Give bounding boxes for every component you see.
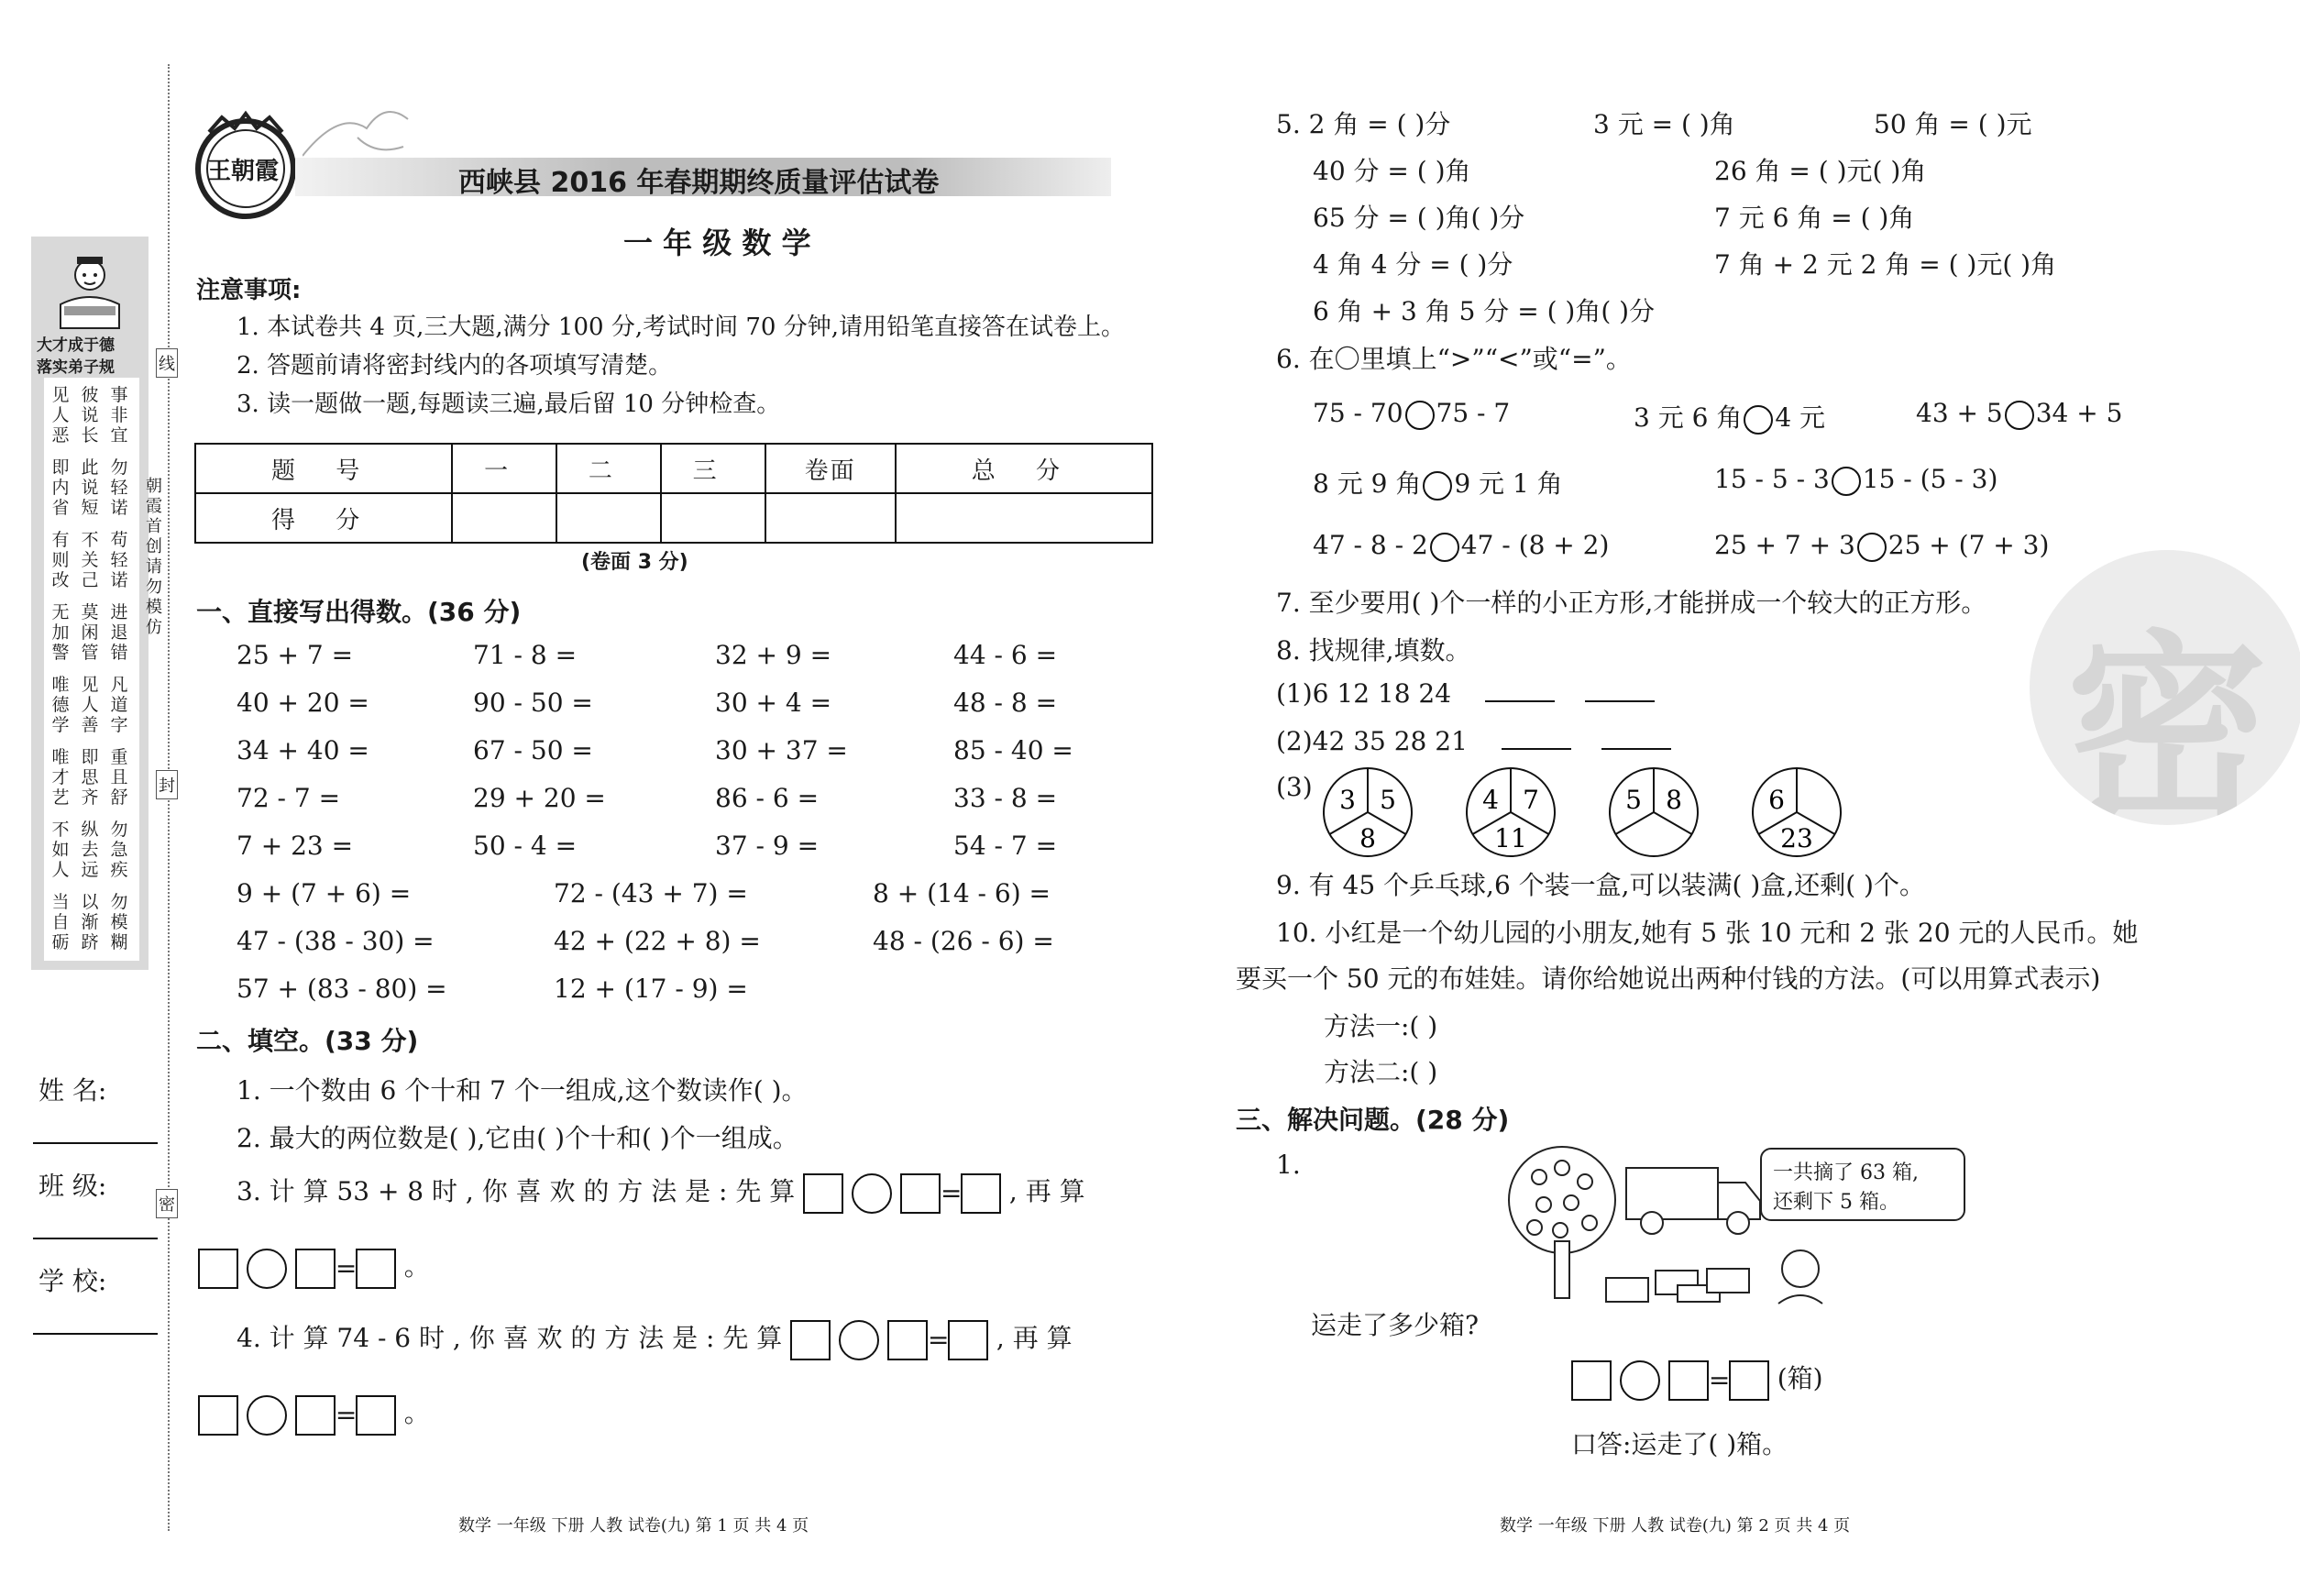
- score-table: [194, 443, 1153, 544]
- equals-sign: =: [1708, 1365, 1731, 1395]
- poem-column: 无加警: [51, 602, 70, 663]
- arithmetic-problem: 48 - 8 =: [953, 688, 1058, 718]
- poem-column: 莫闲管: [81, 602, 99, 663]
- q2-8-1-seq: (1)6 12 18 24: [1276, 678, 1452, 709]
- blank-line[interactable]: [1601, 748, 1671, 750]
- compare-circle[interactable]: [1744, 405, 1773, 435]
- section3-heading: 三、解决问题。(28 分): [1236, 1105, 1510, 1135]
- poem-column: 此说短: [81, 457, 99, 518]
- score-cell[interactable]: [556, 493, 661, 543]
- comparison-item: [1714, 464, 1997, 496]
- brand-logo: [191, 110, 301, 220]
- then-text: , 再 算: [996, 1323, 1073, 1353]
- comparison-left: 15 - 5 - 3: [1714, 464, 1830, 494]
- conversion-item: 65 分 = ( )角( )分: [1313, 203, 1525, 233]
- q2-10-method2: 方法二:( ): [1324, 1057, 1438, 1087]
- answer-box[interactable]: [1571, 1360, 1612, 1401]
- comparison-item: [1916, 398, 2122, 430]
- bubble-line-2: 还剩下 5 箱。: [1773, 1191, 1899, 1214]
- conversion-item: 7 元 6 角 = ( )角: [1714, 203, 1915, 233]
- q2-7: 7. 至少要用( )个一样的小正方形,才能拼成一个较大的正方形。: [1276, 588, 1987, 618]
- q2-3-second: [198, 1247, 430, 1289]
- score-cell[interactable]: [765, 493, 896, 543]
- score-header-cell: 总 分: [896, 444, 1152, 493]
- operator-circle[interactable]: [852, 1173, 892, 1214]
- blank-line[interactable]: [1502, 748, 1571, 750]
- scholar-illustration: [51, 249, 128, 332]
- q2-3-lead: 3. 计 算 53 + 8 时 , 你 喜 欢 的 方 法 是 : 先 算: [237, 1176, 796, 1206]
- q3-1-question: 运走了多少箱?: [1311, 1310, 1480, 1340]
- class-label: 班 级:: [39, 1171, 107, 1201]
- poem-column: 不关己: [81, 530, 99, 590]
- comparison-left: 75 - 70: [1313, 398, 1403, 428]
- school-field[interactable]: [33, 1333, 158, 1335]
- conversion-item: 7 角 + 2 元 2 角 = ( )元( )角: [1714, 249, 2057, 280]
- operator-circle[interactable]: [1620, 1360, 1660, 1401]
- q3-1-answer: 口答:运走了( )箱。: [1571, 1429, 1788, 1459]
- comparison-item: [1634, 398, 1825, 435]
- note-2: 2. 答题前请将密封线内的各项填写清楚。: [237, 352, 673, 380]
- answer-box[interactable]: [961, 1173, 1001, 1214]
- comparison-right: 9 元 1 角: [1454, 468, 1563, 499]
- compare-circle[interactable]: [1430, 533, 1459, 562]
- section2-heading: 二、填空。(33 分): [196, 1026, 419, 1056]
- q2-8-2: [1276, 726, 1671, 756]
- poem-column: 事非宜: [110, 385, 128, 446]
- arithmetic-problem: 47 - (38 - 30) =: [237, 926, 435, 956]
- poem-column: 唯德学: [51, 675, 70, 735]
- compare-circle[interactable]: [1832, 467, 1861, 496]
- name-label: 姓 名:: [39, 1075, 107, 1106]
- arithmetic-problem: 90 - 50 =: [473, 688, 593, 718]
- pie-number: 4: [1482, 785, 1499, 815]
- arithmetic-problem: 9 + (7 + 6) =: [237, 878, 412, 908]
- compare-circle[interactable]: [2005, 401, 2034, 430]
- arithmetic-problem: 42 + (22 + 8) =: [554, 926, 761, 956]
- arithmetic-problem: 30 + 4 =: [715, 688, 832, 718]
- poem-column: 勿轻诺: [110, 457, 128, 518]
- pie-number: 11: [1494, 823, 1527, 853]
- pie-number: 5: [1380, 785, 1396, 815]
- seal-char-xian: 线: [156, 348, 178, 378]
- comparison-right: 25 + (7 + 3): [1887, 530, 2050, 560]
- class-field[interactable]: [33, 1238, 158, 1239]
- q2-6: 6. 在〇里填上“>”“<”或“=”。: [1276, 344, 1632, 374]
- watermark-char: 密: [2066, 613, 2269, 825]
- score-row-label: 得 分: [195, 493, 452, 543]
- exam-subject: 一 年 级 数 学: [623, 226, 811, 260]
- q2-8-1: [1276, 678, 1655, 709]
- pie-number: 7: [1523, 785, 1539, 815]
- answer-box[interactable]: [295, 1395, 336, 1436]
- q2-2: 2. 最大的两位数是( ),它由( )个十和( )个一组成。: [237, 1123, 798, 1153]
- arithmetic-problem: 40 + 20 =: [237, 688, 369, 718]
- q2-8-3-label: (3): [1276, 772, 1313, 802]
- footer-right: 数学 一年级 下册 人教 试卷(九) 第 2 页 共 4 页: [1500, 1516, 1851, 1535]
- arithmetic-problem: 32 + 9 =: [715, 640, 832, 670]
- poem-column: 勿急疾: [110, 820, 128, 880]
- poem-column: 纵去远: [81, 820, 99, 880]
- answer-box[interactable]: [790, 1320, 831, 1360]
- answer-box[interactable]: [803, 1173, 843, 1214]
- answer-box[interactable]: [356, 1249, 396, 1289]
- arithmetic-problem: 86 - 6 =: [715, 783, 820, 813]
- number-pie: [1610, 768, 1698, 856]
- section1-heading: 一、直接写出得数。(36 分): [196, 597, 522, 627]
- pie-number: 8: [1666, 785, 1682, 815]
- number-pies: [1320, 765, 1870, 865]
- unit-label: (箱): [1777, 1363, 1823, 1393]
- arithmetic-problem: 54 - 7 =: [953, 831, 1058, 861]
- number-pie: [1467, 768, 1555, 856]
- arithmetic-problem: 8 + (14 - 6) =: [873, 878, 1051, 908]
- poem-column: 凡道字: [110, 675, 128, 735]
- pie-number: 5: [1625, 785, 1642, 815]
- speech-bubble: [1760, 1148, 1965, 1221]
- arithmetic-problem: 34 + 40 =: [237, 735, 369, 765]
- q2-10-method1: 方法一:( ): [1324, 1011, 1438, 1041]
- score-header-cell: 二: [556, 444, 661, 493]
- pie-number: 3: [1339, 785, 1356, 815]
- seal-char-feng: 封: [156, 770, 178, 799]
- arithmetic-problem: 29 + 20 =: [473, 783, 606, 813]
- poem-column: 唯才艺: [51, 747, 70, 808]
- arithmetic-problem: 33 - 8 =: [953, 783, 1058, 813]
- conversion-item: 50 角 = ( )元: [1874, 109, 2032, 139]
- comparison-left: 3 元 6 角: [1634, 402, 1743, 433]
- arithmetic-problem: 7 + 23 =: [237, 831, 354, 861]
- comparison-right: 34 + 5: [2035, 398, 2123, 428]
- q3-1-equation: [1571, 1359, 1823, 1401]
- arithmetic-problem: 25 + 7 =: [237, 640, 354, 670]
- q2-10-b: 要买一个 50 元的布娃娃。请你给她说出两种付钱的方法。(可以用算式表示): [1236, 963, 2101, 994]
- comparison-left: 47 - 8 - 2: [1313, 530, 1428, 560]
- score-header-cell: 题 号: [195, 444, 452, 493]
- conversion-item: 4 角 4 分 = ( )分: [1313, 249, 1513, 280]
- period: 。: [403, 1398, 430, 1428]
- q2-9: 9. 有 45 个乒乓球,6 个装一盒,可以装满( )盒,还剩( )个。: [1276, 870, 1925, 900]
- arithmetic-problem: 71 - 8 =: [473, 640, 578, 670]
- title-ribbon: [303, 101, 413, 165]
- poem-column: 见人恶: [51, 385, 70, 446]
- operator-circle[interactable]: [247, 1249, 287, 1289]
- poem-column: 即内省: [51, 457, 70, 518]
- conversion-item: 6 角 + 3 角 5 分 = ( )角( )分: [1313, 296, 1656, 326]
- answer-box[interactable]: [356, 1395, 396, 1436]
- brand-name: 王朝霞: [207, 158, 280, 185]
- number-pie: [1324, 768, 1412, 856]
- score-cell[interactable]: [661, 493, 765, 543]
- poem-column: 不如人: [51, 820, 70, 880]
- notes-heading: 注意事项:: [196, 277, 302, 304]
- answer-box[interactable]: [887, 1320, 928, 1360]
- poem-column: 有则改: [51, 530, 70, 590]
- arithmetic-problem: 37 - 9 =: [715, 831, 820, 861]
- comparison-right: 75 - 7: [1436, 398, 1511, 428]
- q2-8: 8. 找规律,填数。: [1276, 635, 1471, 666]
- poem-column: 以渐跻: [81, 892, 99, 952]
- name-field[interactable]: [33, 1142, 158, 1144]
- q2-1: 1. 一个数由 6 个十和 7 个一组成,这个数读作( )。: [237, 1075, 808, 1106]
- equals-sign: =: [940, 1178, 963, 1208]
- blank-line[interactable]: [1585, 700, 1655, 702]
- note-1: 1. 本试卷共 4 页,三大题,满分 100 分,考试时间 70 分钟,请用铅笔直接答在试卷上。: [237, 314, 1125, 341]
- number-pie: [1753, 768, 1841, 856]
- operator-circle[interactable]: [247, 1395, 287, 1436]
- pie-number: 23: [1780, 823, 1813, 853]
- q2-4: [237, 1318, 1073, 1360]
- comparison-left: 43 + 5: [1916, 398, 2003, 428]
- comparison-right: 4 元: [1775, 402, 1826, 433]
- compare-circle[interactable]: [1423, 471, 1452, 501]
- equals-sign: =: [335, 1253, 358, 1283]
- answer-box[interactable]: [1668, 1360, 1709, 1401]
- poem-column: 彼说长: [81, 385, 99, 446]
- motto-top: 大才成于德: [37, 336, 115, 355]
- answer-box[interactable]: [295, 1249, 336, 1289]
- score-header-cell: 一: [452, 444, 556, 493]
- answer-box[interactable]: [198, 1249, 238, 1289]
- arithmetic-problem: 30 + 37 =: [715, 735, 848, 765]
- answer-box[interactable]: [948, 1320, 988, 1360]
- poem-column: 重且舒: [110, 747, 128, 808]
- compare-circle[interactable]: [1405, 401, 1435, 430]
- comparison-right: 47 - (8 + 2): [1460, 530, 1610, 560]
- comparison-left: 8 元 9 角: [1313, 468, 1422, 499]
- poem-column: 进退错: [110, 602, 128, 663]
- exam-title: 西峡县 2016 年春期期终质量评估试卷: [458, 167, 940, 199]
- arithmetic-problem: 12 + (17 - 9) =: [554, 974, 748, 1004]
- conversion-item: 26 角 = ( )元( )角: [1714, 156, 1927, 186]
- vertical-note: 朝霞首创 请勿模仿: [146, 477, 162, 637]
- then-text: , 再 算: [1008, 1176, 1085, 1206]
- operator-circle[interactable]: [839, 1320, 879, 1360]
- poem-column: 当自砺: [51, 892, 70, 952]
- blank-line[interactable]: [1485, 700, 1555, 702]
- compare-circle[interactable]: [1857, 533, 1887, 562]
- poem-column: 即思齐: [81, 747, 99, 808]
- arithmetic-problem: 57 + (83 - 80) =: [237, 974, 447, 1004]
- arithmetic-problem: 85 - 40 =: [953, 735, 1073, 765]
- arithmetic-problem: 67 - 50 =: [473, 735, 593, 765]
- conversion-item: 40 分 = ( )角: [1313, 156, 1471, 186]
- pie-number: 6: [1768, 785, 1785, 815]
- seal-char-mi: 密: [156, 1189, 178, 1218]
- motto-bottom: 落实弟子规: [37, 358, 115, 377]
- arithmetic-problem: 48 - (26 - 6) =: [873, 926, 1054, 956]
- score-cell[interactable]: [452, 493, 556, 543]
- pie-number: 8: [1359, 823, 1376, 853]
- answer-box[interactable]: [900, 1173, 941, 1214]
- period: 。: [403, 1251, 430, 1282]
- note-3: 3. 读一题做一题,每题读三遍,最后留 10 分钟检查。: [237, 391, 781, 418]
- poem-column: 勿模糊: [110, 892, 128, 952]
- answer-box[interactable]: [198, 1395, 238, 1436]
- footer-left: 数学 一年级 下册 人教 试卷(九) 第 1 页 共 4 页: [458, 1516, 809, 1535]
- q2-4-lead: 4. 计 算 74 - 6 时 , 你 喜 欢 的 方 法 是 : 先 算: [237, 1323, 783, 1353]
- arithmetic-problem: 72 - (43 + 7) =: [554, 878, 748, 908]
- comparison-left: 25 + 7 + 3: [1714, 530, 1855, 560]
- motto-panel: [31, 237, 149, 970]
- comparison-item: [1313, 464, 1563, 501]
- watermark: [2030, 550, 2300, 825]
- q2-4-second: [198, 1393, 430, 1436]
- q3-1-num: 1.: [1276, 1150, 1301, 1180]
- equals-sign: =: [927, 1325, 950, 1355]
- score-header-cell: 三: [661, 444, 765, 493]
- q2-3: [237, 1172, 1085, 1214]
- score-header-cell: 卷面: [765, 444, 896, 493]
- comparison-item: [1313, 530, 1609, 562]
- conversion-item: 3 元 = ( )角: [1593, 109, 1735, 139]
- poem-column: 见人善: [81, 675, 99, 735]
- conversion-item: 5. 2 角 = ( )分: [1276, 109, 1451, 139]
- comparison-item: [1714, 530, 2049, 562]
- comparison-right: 15 - (5 - 3): [1862, 464, 1998, 494]
- poem-panel: [44, 378, 139, 961]
- arithmetic-problem: 44 - 6 =: [953, 640, 1058, 670]
- equals-sign: =: [335, 1400, 358, 1430]
- arithmetic-problem: 50 - 4 =: [473, 831, 578, 861]
- school-label: 学 校:: [39, 1266, 107, 1296]
- q2-8-2-seq: (2)42 35 28 21: [1276, 726, 1468, 756]
- poem-column: 苟轻诺: [110, 530, 128, 590]
- score-cell[interactable]: [896, 493, 1152, 543]
- score-note: (卷面 3 分): [581, 551, 688, 574]
- arithmetic-problem: 72 - 7 =: [237, 783, 341, 813]
- bubble-line-1: 一共摘了 63 箱,: [1773, 1161, 1919, 1184]
- comparison-item: [1313, 398, 1510, 430]
- answer-box[interactable]: [1729, 1360, 1769, 1401]
- q2-10-a: 10. 小红是一个幼儿园的小朋友,她有 5 张 10 元和 2 张 20 元的人民币。她: [1276, 918, 2139, 948]
